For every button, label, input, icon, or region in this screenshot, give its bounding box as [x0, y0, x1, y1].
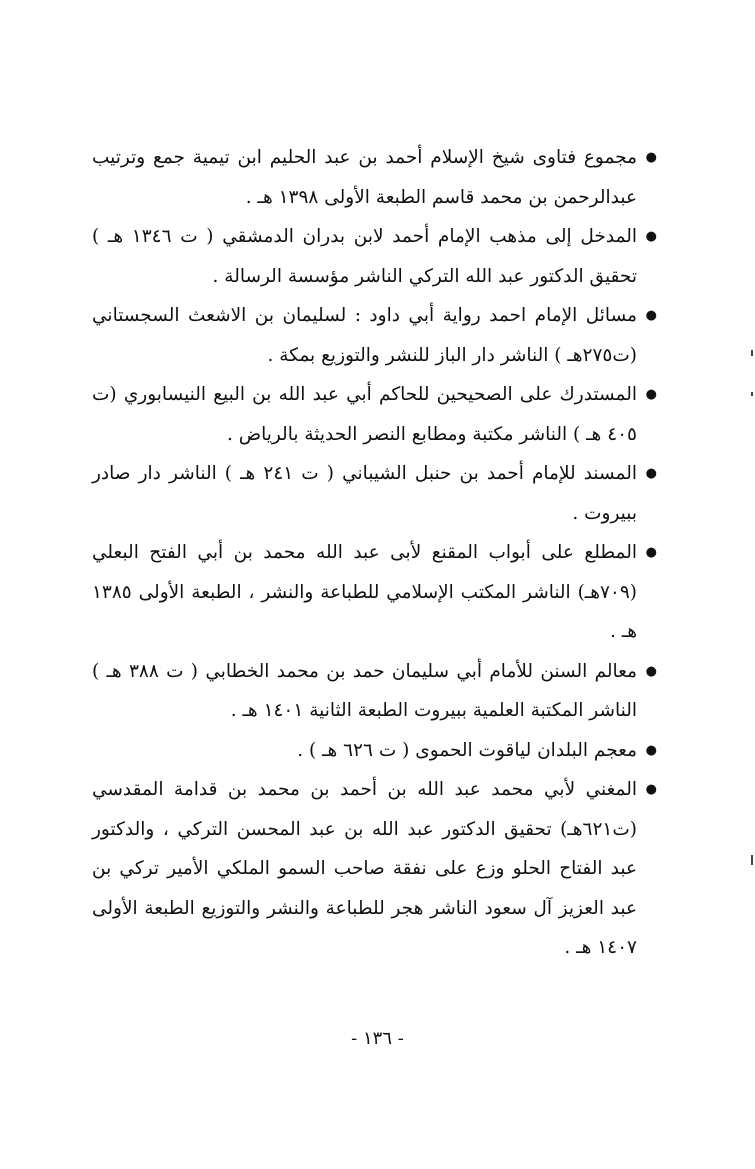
bibliography-entry: [92, 731, 657, 771]
bullet-icon: ●: [645, 150, 657, 165]
entry-text: المسند للإمام أحمد بن حنبل الشيباني ( ت ٢٤١ هـ ) الناشر دار صادر ببيروت .: [92, 463, 637, 524]
entry-text: معالم السنن للأمام أبي سليمان حمد بن محمد الخطابي ( ت ٣٨٨ هـ ) الناشر المكتبة العلمية ببيروت الطبعة الثانية ١٤٠١ هـ .: [92, 660, 637, 721]
scan-edge-mark: [751, 350, 753, 356]
entry-text: مجموع فتاوى شيخ الإسلام أحمد بن عبد الحليم ابن تيمية جمع وترتيب عبدالرحمن بن محمد قاسم الطبعة الأولى ١٣٩٨ هـ .: [92, 147, 637, 208]
entry-text: المغني لأبي محمد عبد الله بن أحمد بن محمد بن قدامة المقدسي (ت٦٢١هـ) تحقيق الدكتور عبد الله بن عبد المحسن التركي ، والدكتور عبد الفتاح الحلو وزع على نفقة صاحب السمو الملكي الأمير تركي بن عبد العزيز آل سعود الناشر هجر للطباعة والنشر والتوزيع الطبعة الأولى ١٤٠٧ هـ .: [92, 779, 637, 958]
bullet-icon: ●: [645, 742, 657, 758]
entry-text: المطلع على أبواب المقنع لأبى عبد الله محمد بن أبي الفتح البعلي (٧٠٩هـ) الناشر المكتب الإسلامي للطباعة والنشر ، الطبعة الأولى ١٣٨٥ هـ .: [92, 542, 637, 642]
scan-edge-mark: [751, 392, 753, 396]
bullet-icon: ●: [645, 387, 657, 402]
scan-edge-mark: [751, 855, 753, 865]
bullet-icon: ●: [645, 229, 657, 244]
bullet-icon: ●: [645, 782, 657, 797]
page-number: - ١٣٦ -: [351, 1028, 404, 1049]
bibliography-entry: [92, 533, 657, 652]
bullet-icon: ●: [645, 308, 657, 323]
entry-text: معجم البلدان لياقوت الحموى ( ت ٦٢٦ هـ ) .: [297, 739, 637, 761]
entry-text: المدخل إلى مذهب الإمام أحمد لابن بدران الدمشقي ( ت ١٣٤٦ هـ ) تحقيق الدكتور عبد الله التركي الناشر مؤسسة الرسالة .: [92, 226, 637, 287]
bibliography-entry: [92, 138, 657, 217]
bullet-icon: ●: [645, 545, 657, 560]
bibliography-entry: [92, 652, 657, 731]
bullet-icon: ●: [645, 663, 657, 679]
bullet-icon: ●: [645, 466, 657, 481]
bibliography-entry: [92, 770, 657, 968]
entry-text: المستدرك على الصحيحين للحاكم أبي عبد الله بن البيع النيسابوري (ت ٤٠٥ هـ ) الناشر مكتبة ومطابع النصر الحديثة بالرياض .: [92, 384, 637, 445]
bibliography-entry: [92, 217, 657, 296]
bibliography-list: [92, 138, 657, 968]
bibliography-entry: [92, 375, 657, 454]
entry-text: مسائل الإمام احمد رواية أبي داود : لسليمان بن الاشعث السجستاني (ت٢٧٥هـ ) الناشر دار الباز للنشر والتوزيع بمكة .: [92, 305, 637, 366]
bibliography-entry: [92, 454, 657, 533]
bibliography-entry: [92, 296, 657, 375]
